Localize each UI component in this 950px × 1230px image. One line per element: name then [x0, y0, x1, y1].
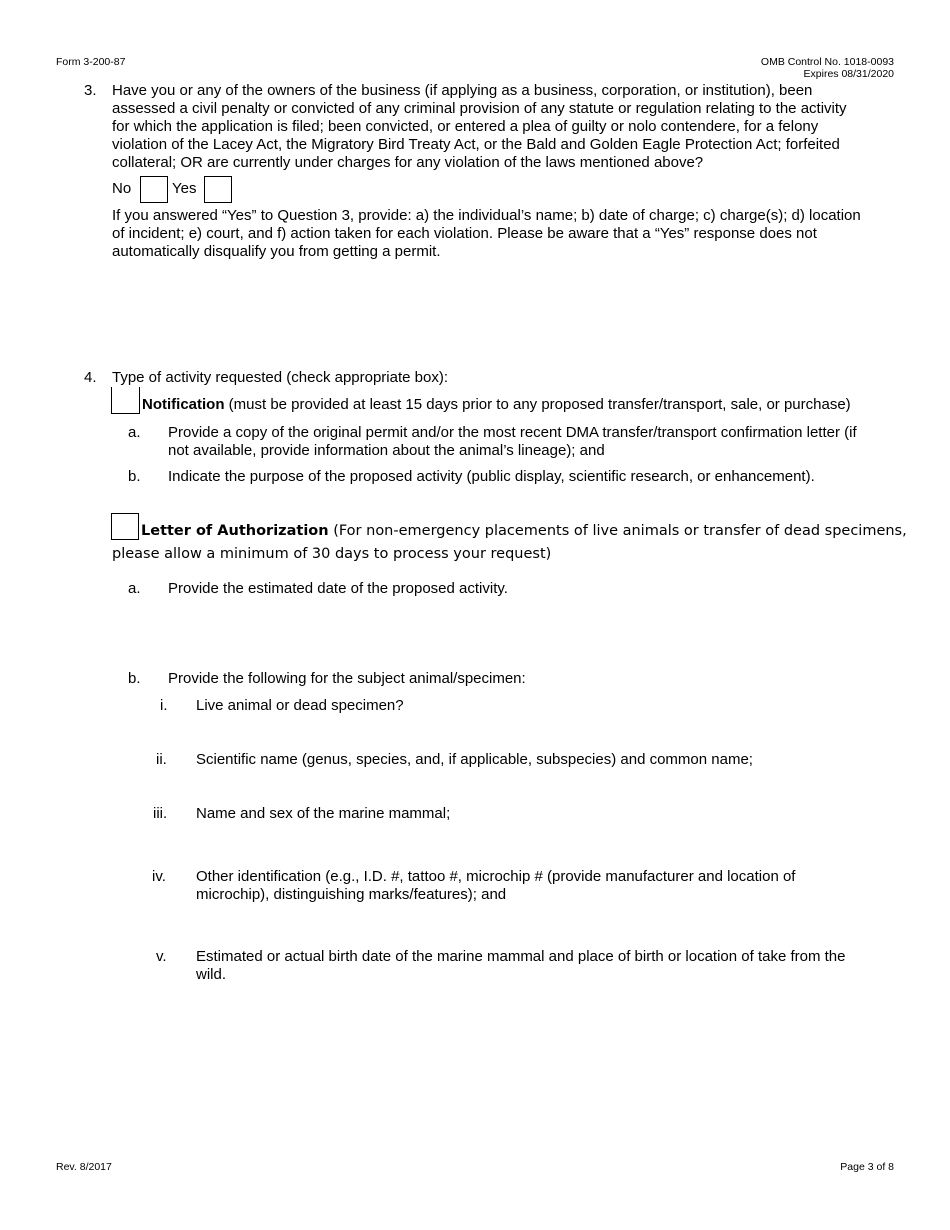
notification-option [142, 396, 851, 414]
loa-title: Letter of Authorization [141, 523, 329, 539]
notification-item-line: Indicate the purpose of the proposed activity (public display, scientific research, or enhancement). [168, 468, 815, 485]
notification-item-b [168, 468, 908, 486]
loa-item-a: Provide the estimated date of the proposed activity. [168, 580, 508, 597]
sub-item-birth-date [196, 948, 896, 984]
loa-note-line2: please allow a minimum of 30 days to process your request) [112, 546, 552, 562]
form-number: Form 3-200-87 [56, 56, 126, 68]
question-3-number: 3. [84, 82, 97, 99]
question-3-instructions [112, 207, 912, 261]
sub-item-line: Estimated or actual birth date of the marine mammal and place of birth or location of take from the [196, 948, 846, 965]
question-3-line: for which the application is filed; been convicted, or entered a plea of guilty or nolo contendere, for a felony [112, 118, 819, 135]
no-label: No [112, 180, 132, 197]
notification-note: (must be provided at least 15 days prior to any proposed transfer/transport, sale, or purchase) [224, 396, 851, 413]
notification-item-marker: b. [128, 468, 141, 485]
sub-item-line: wild. [196, 966, 227, 983]
question-4-number: 4. [84, 369, 97, 386]
loa-item-marker: a. [128, 580, 141, 597]
yes-checkbox[interactable] [204, 176, 232, 203]
loa-item-b: Provide the following for the subject animal/specimen: [168, 670, 526, 687]
notification-item-line: not available, provide information about the animal’s lineage); and [168, 442, 605, 459]
sub-item-line: Other identification (e.g., I.D. #, tattoo #, microchip # (provide manufacturer and location of [196, 868, 796, 885]
loa-item-marker: b. [128, 670, 141, 687]
question-3-line: violation of the Lacey Act, the Migratory Bird Treaty Act, or the Bald and Golden Eagle Protection Act; forfeited [112, 136, 840, 153]
notification-title: Notification [142, 396, 225, 413]
notification-checkbox[interactable] [111, 387, 140, 414]
question-3-line: Have you or any of the owners of the business (if applying as a business, corporation, or institution), been [112, 82, 813, 99]
sub-item-line: microchip), distinguishing marks/features); and [196, 886, 507, 903]
sub-item-marker: v. [156, 948, 167, 965]
yes-label: Yes [172, 180, 197, 197]
letter-of-authorization-checkbox[interactable] [111, 513, 139, 540]
sub-item-marker: i. [160, 697, 168, 714]
notification-item-marker: a. [128, 424, 141, 441]
notification-item-line: Provide a copy of the original permit and/or the most recent DMA transfer/transport confirmation letter (if [168, 424, 857, 441]
question-3-line: assessed a civil penalty or convicted of any criminal provision of any statute or regulation relating to the activity [112, 100, 847, 117]
notification-item-a [168, 424, 908, 460]
instructions-line: automatically disqualify you from getting a permit. [112, 243, 441, 260]
sub-item-other-identification [196, 868, 896, 904]
question-3-text [112, 82, 912, 172]
sub-item-marker: iv. [152, 868, 166, 885]
page-number: Page 3 of 8 [840, 1161, 894, 1173]
loa-note-line1: (For non-emergency placements of live animals or transfer of dead specimens, [328, 523, 907, 539]
sub-item-live-or-dead: Live animal or dead specimen? [196, 697, 404, 714]
question-4-prompt: Type of activity requested (check appropriate box): [112, 369, 449, 386]
sub-item-name-and-sex: Name and sex of the marine mammal; [196, 805, 451, 822]
expiration-date: Expires 08/31/2020 [803, 68, 894, 80]
instructions-line: If you answered “Yes” to Question 3, provide: a) the individual’s name; b) date of charge; c) charge(s); d) location [112, 207, 861, 224]
instructions-line: of incident; e) court, and f) action taken for each violation. Please be aware that a “Yes” response does not [112, 225, 817, 242]
sub-item-scientific-name: Scientific name (genus, species, and, if applicable, subspecies) and common name; [196, 751, 753, 768]
no-checkbox[interactable] [140, 176, 168, 203]
sub-item-marker: iii. [153, 805, 168, 822]
loa-option [141, 522, 907, 540]
revision-date: Rev. 8/2017 [56, 1161, 112, 1173]
omb-control-number: OMB Control No. 1018-0093 [760, 56, 894, 68]
sub-item-marker: ii. [156, 751, 167, 768]
question-3-line: collateral; OR are currently under charges for any violation of the laws mentioned above? [112, 154, 704, 171]
